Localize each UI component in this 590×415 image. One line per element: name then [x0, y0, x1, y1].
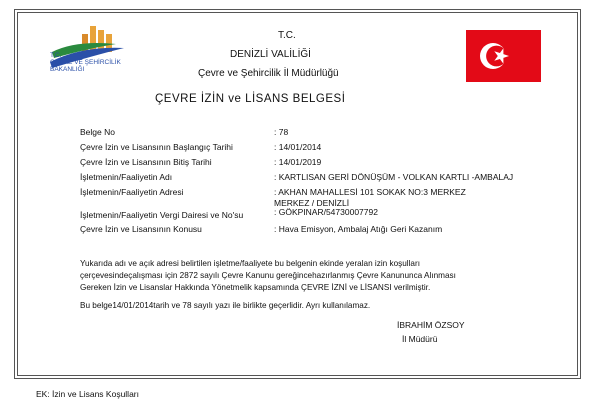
field-value-start-date: : 14/01/2014 [274, 142, 322, 152]
field-label-business-name: İşletmenin/Faaliyetin Adı [80, 172, 173, 182]
signatory-title: İl Müdürü [402, 334, 438, 344]
document-title: ÇEVRE İZİN ve LİSANS BELGESİ [155, 93, 346, 105]
header-tc: T.C. [278, 30, 296, 41]
field-value-address: : AKHAN MAHALLESİ 101 SOKAK NO:3 MERKEZ [274, 187, 466, 197]
paragraph-line-3: Gereken İzin ve Lisanslar Hakkında Yönetmelik kapsamında ÇEVRE İZNİ ve LİSANSI verilmiştir. [80, 283, 431, 292]
turkish-flag [466, 30, 541, 82]
paragraph-line-2: çerçevesindeçalışması için 2872 sayılı Çevre Kanunu gereğincehazırlanmış Çevre Kanununca Alınması [80, 271, 456, 280]
signatory-name: İBRAHİM ÖZSOY [397, 320, 465, 330]
field-value-address-line2: MERKEZ / DENİZLİ [274, 198, 350, 208]
field-label-start-date: Çevre İzin ve Lisansının Başlangıç Tarihi [80, 142, 233, 152]
header-governorship: DENİZLİ VALİLİĞİ [230, 49, 311, 60]
logo-text-line1: T.C. [50, 52, 62, 59]
header-directorate: Çevre ve Şehircilik İl Müdürlüğü [198, 68, 339, 79]
field-label-subject: Çevre İzin ve Lisansının Konusu [80, 224, 202, 234]
field-value-business-name: : KARTLISAN GERİ DÖNÜŞÜM - VOLKAN KARTLI -AMBALAJ [274, 172, 514, 182]
logo-caption [50, 52, 140, 73]
field-label-document-no: Belge No [80, 127, 115, 137]
field-label-tax-office: İşletmenin/Faaliyetin Vergi Dairesi ve No'su [80, 210, 244, 220]
field-value-tax-office: : GÖKPINAR/54730007792 [274, 207, 378, 217]
field-value-subject: : Hava Emisyon, Ambalaj Atığı Geri Kazanım [274, 224, 443, 234]
field-label-address: İşletmenin/Faaliyetin Adresi [80, 187, 184, 197]
validity-statement: Bu belge14/01/2014tarih ve 78 sayılı yazı ile birlikte geçerlidir. Ayrı kullanılamaz. [80, 301, 371, 310]
logo-text-line2: ÇEVRE VE ŞEHİRCİLİK [50, 59, 121, 66]
field-value-end-date: : 14/01/2019 [274, 157, 322, 167]
logo-text-line3: BAKANLIĞI [50, 66, 85, 73]
annex-note: EK: İzin ve Lisans Koşulları [36, 389, 139, 399]
field-value-document-no: : 78 [274, 127, 289, 137]
field-label-end-date: Çevre İzin ve Lisansının Bitiş Tarihi [80, 157, 212, 167]
paragraph-line-1: Yukarıda adı ve açık adresi belirtilen işletme/faaliyete bu belgenin ekinde yeralan izin koşulları [80, 259, 420, 268]
